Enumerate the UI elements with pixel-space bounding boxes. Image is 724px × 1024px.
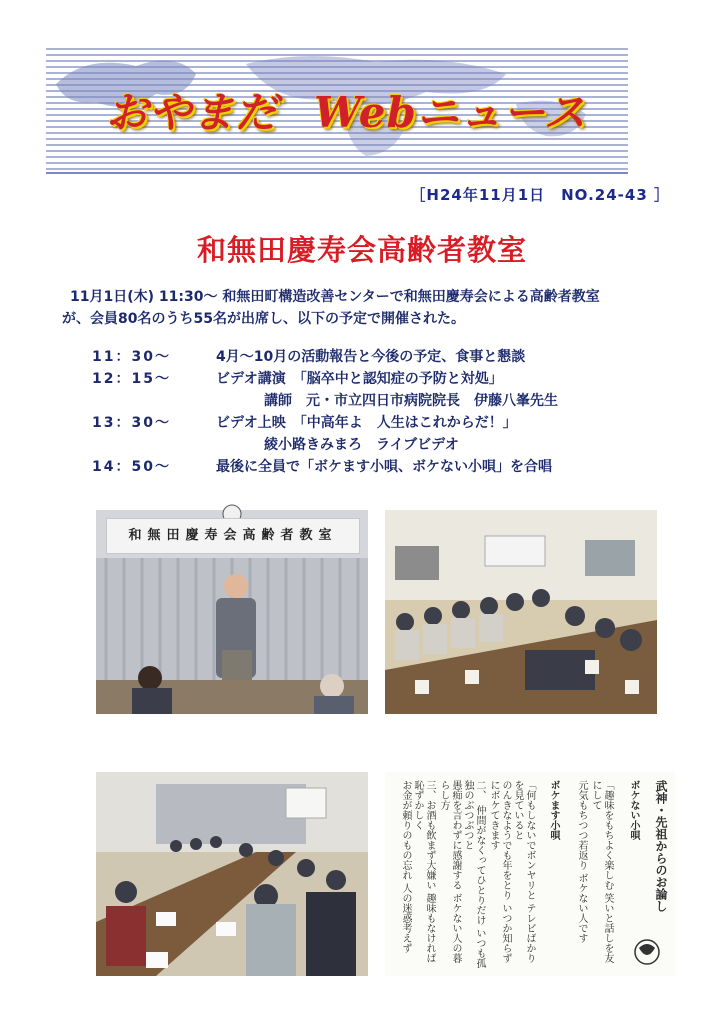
intro-line-1: 11月1日(木) 11:30～ 和無田町構造改善センターで和無田慶寿会による高齢者教室 (70, 289, 600, 305)
lyrics-song2-title: ボケない小唄 (628, 780, 639, 840)
banner-title-ja: おやまだ (106, 88, 279, 137)
lyrics-column: 「何もしないでボンヤリと テレビばかりを見ていると (512, 780, 535, 964)
schedule-time: 13：30～ (92, 415, 171, 431)
lyrics-title: 武神・先祖からのお論し (654, 780, 668, 912)
schedule-time: 11：30～ (92, 349, 171, 365)
lyrics-column: 「趣味をもちよく楽しむ 笑いと話しを友にして (590, 780, 613, 964)
article-headline: 和無田慶寿会高齢者教室 (196, 233, 527, 267)
schedule-sub: 講師 元・市立四日市病院院長 伊藤八峯先生 (264, 393, 558, 409)
schedule-desc: 最後に全員で「ボケます小唄、ボケない小唄」を合唱 (216, 459, 552, 475)
schedule-time: 12：15～ (92, 371, 171, 387)
banner-title-en: Webニュース (314, 88, 587, 137)
lyrics-stamp-graphic (385, 772, 675, 976)
event-banner-sign: 和無田慶寿会高齢者教室 (106, 518, 360, 554)
schedule-desc: ビデオ上映 「中高年よ 人生はこれからだ！」 (216, 415, 517, 431)
schedule-row (92, 346, 672, 368)
lyrics-column: 三、お酒も飲まず大嫌い 趣味もなければ恥ずかしく (412, 780, 435, 964)
lyrics-column: お金が頼りのもの忘れ 人の迷惑考えず (400, 780, 411, 954)
lyrics-column: 愚痴を言わずに感謝する ボケない人の暮らし方 (438, 780, 461, 964)
schedule-desc: 4月～10月の活動報告と今後の予定、食事と懇談 (216, 349, 526, 365)
schedule-list (92, 346, 672, 478)
photo-speaker (96, 510, 368, 714)
photo-members-tables (385, 510, 657, 714)
header-banner (46, 44, 628, 174)
photo-singing-image (96, 772, 368, 976)
lyrics-sheet (385, 772, 675, 976)
schedule-row (92, 390, 672, 412)
issue-dateline: ［H24年11月1日 NO.24-43 ］ (410, 186, 670, 204)
photo-members-image (385, 510, 657, 714)
schedule-row (92, 412, 672, 434)
schedule-sub: 綾小路きみまろ ライブビデオ (264, 437, 459, 453)
schedule-row (92, 434, 672, 456)
article-intro (62, 286, 682, 330)
lyrics-column: 二、 仲間がなくってひとりだけ いつも孤独のぶつぶつと (462, 780, 485, 969)
schedule-time: 14：50～ (92, 459, 171, 475)
schedule-row (92, 368, 672, 390)
intro-line-2: が、会員80名のうち55名が出席し、以下の予定で開催された。 (62, 311, 465, 327)
lyrics-song1-title: ボケます小唄 (548, 780, 559, 840)
lyrics-column: 元気もちつつ若返り ボケない人です (576, 780, 587, 944)
schedule-row (92, 456, 672, 478)
banner-title (106, 80, 587, 140)
schedule-desc: ビデオ講演 「脳卒中と認知症の予防と対処」 (216, 371, 503, 387)
lyrics-column: のんきなようでも年をとり いつか知らずにボケてきます (488, 780, 511, 964)
photo-singing (96, 772, 368, 976)
